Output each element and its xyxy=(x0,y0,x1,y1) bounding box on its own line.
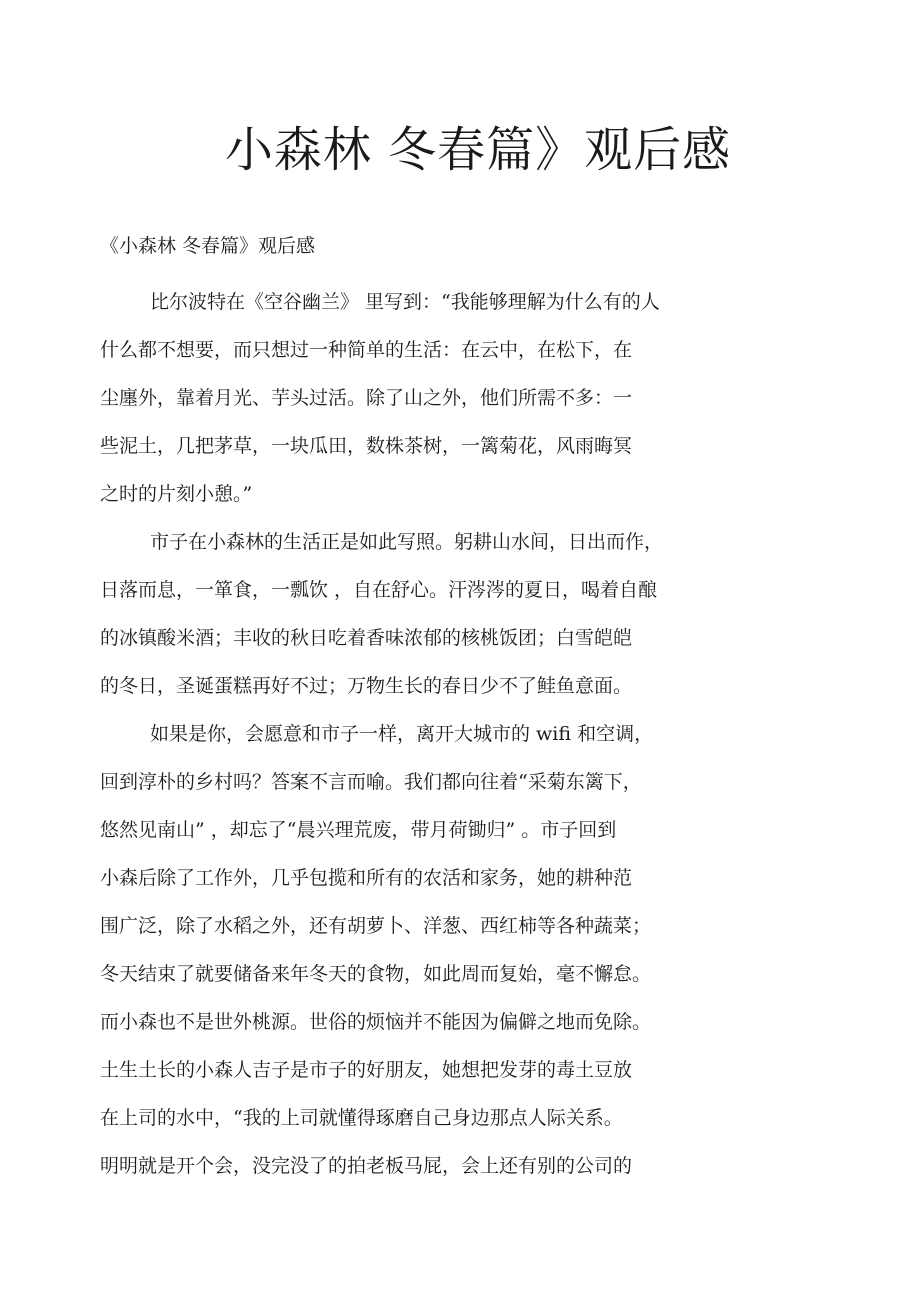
document-title: 小森林 冬春篇》观后感 xyxy=(224,122,732,178)
text-line: 如果是你，会愿意和市子一样，离开大城市的 wifi 和空调， xyxy=(150,723,654,745)
text-line: 之时的片刻小憩。” xyxy=(100,483,253,505)
text-line: 而小森也不是世外桃源。世俗的烦恼并不能因为偏僻之地而免除。 xyxy=(100,1011,652,1033)
text-line: 明明就是开个会，没完没了的拍老板马屁，会上还有别的公司的 xyxy=(100,1155,633,1177)
text-line: 的冰镇酸米酒；丰收的秋日吃着香味浓郁的核桃饭团；白雪皑皑 xyxy=(100,627,633,649)
text-line: 土生土长的小森人吉子是市子的好朋友，她想把发芽的毒土豆放 xyxy=(100,1059,633,1081)
text-line: 回到淳朴的乡村吗？答案不言而喻。我们都向往着“采菊东篱下， xyxy=(100,771,642,793)
text-line: 围广泛，除了水稻之外，还有胡萝卜、洋葱、西红柿等各种蔬菜； xyxy=(100,915,652,937)
document-subtitle: 《小森林 冬春篇》观后感 xyxy=(100,235,316,257)
text-line: 些泥土，几把茅草，一块瓜田，数株茶树，一篱菊花，风雨晦冥 xyxy=(100,435,633,457)
text-line: 比尔波特在《空谷幽兰》 里写到：“我能够理解为什么有的人 xyxy=(150,291,660,313)
text-line: 冬天结束了就要储备来年冬天的食物，如此周而复始，毫不懈怠。 xyxy=(100,963,652,985)
text-line: 小森后除了工作外，几乎包揽和所有的农活和家务，她的耕种范 xyxy=(100,867,633,889)
text-line: 的冬日，圣诞蛋糕再好不过；万物生长的春日少不了鲑鱼意面。 xyxy=(100,675,633,697)
text-line: 日落而息，一箪食，一瓢饮 ，自在舒心。汗涔涔的夏日，喝着自酿 xyxy=(100,579,658,601)
text-line: 悠然见南山” ，却忘了“晨兴理荒废，带月荷锄归” 。市子回到 xyxy=(100,819,617,841)
text-line: 什么都不想要，而只想过一种简单的生活：在云中，在松下，在 xyxy=(100,339,633,361)
text-line: 在上司的水中，“我的上司就懂得琢磨自己身边那点人际关系。 xyxy=(100,1107,623,1129)
text-line: 尘廛外，靠着月光、芋头过活。除了山之外，他们所需不多：一 xyxy=(100,387,633,409)
text-line: 市子在小森林的生活正是如此写照。躬耕山水间，日出而作， xyxy=(150,531,664,553)
document-body xyxy=(100,278,740,1190)
